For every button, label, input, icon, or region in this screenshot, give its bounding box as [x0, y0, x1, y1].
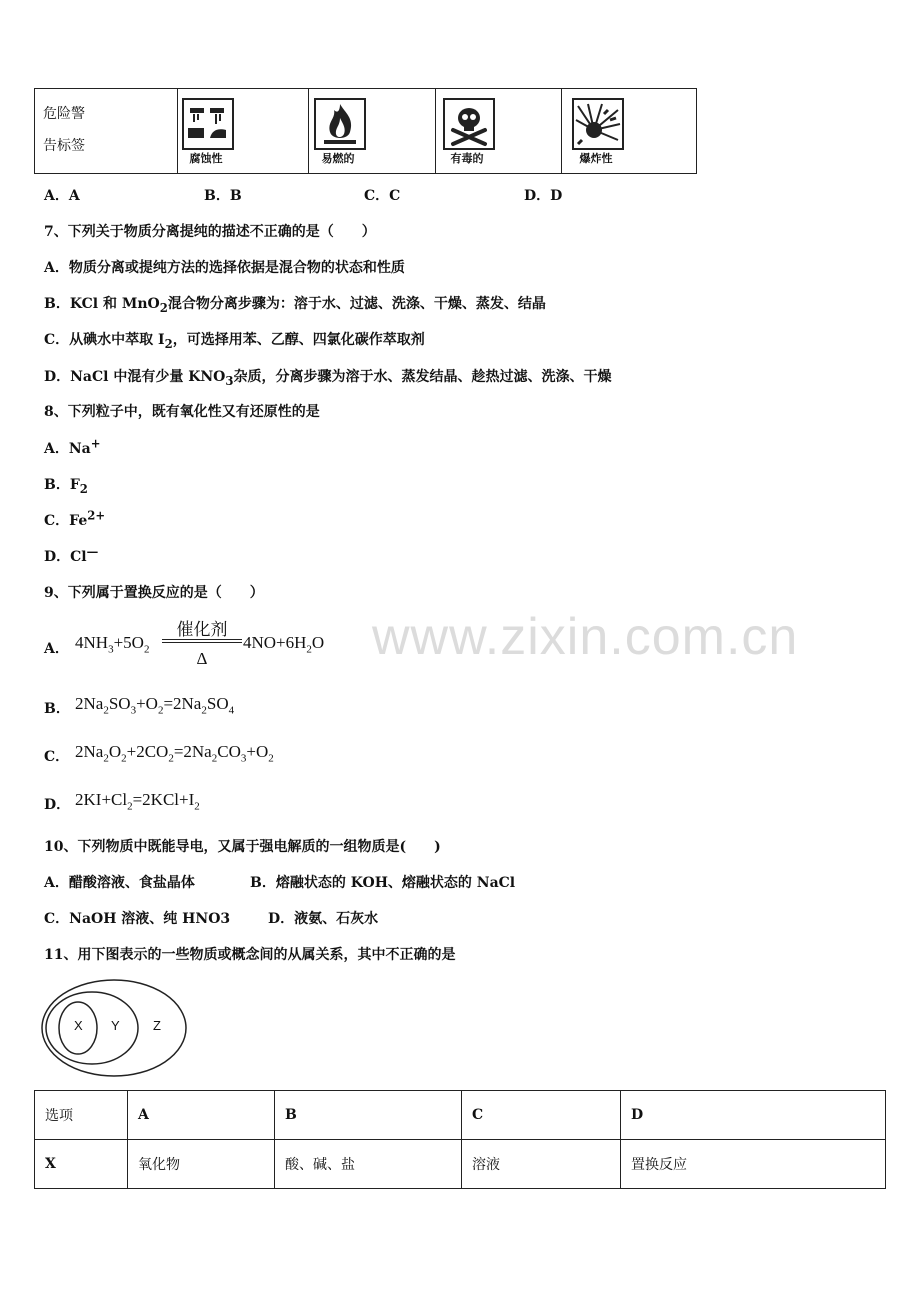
- table-cell: B: [275, 1091, 462, 1140]
- q9-option-c-label: C．: [44, 749, 70, 765]
- venn-label-y: Y: [111, 1018, 120, 1033]
- flammable-caption: 易燃的: [321, 152, 355, 165]
- watermark: www.zixin.com.cn: [372, 608, 799, 666]
- q6-option-a: A．A: [44, 188, 80, 204]
- q9-option-a-label: A．: [44, 641, 69, 657]
- table-cell: X: [35, 1140, 128, 1189]
- q11-options-table: [34, 1090, 886, 1189]
- corrosive-caption: 腐蚀性: [189, 152, 223, 165]
- venn-label-x: X: [74, 1018, 83, 1033]
- venn-y-ellipse: [46, 992, 138, 1064]
- flammable-icon: [314, 98, 366, 150]
- toxic-icon: [443, 98, 495, 150]
- q9-equation-d: $2KI+Cl_2=2KCl+I_2$: [75, 790, 200, 813]
- q9-equation-a-products: $4NO+6H_2O$: [243, 633, 325, 656]
- q8-option-c: C．$Fe^{2+}$: [44, 508, 106, 529]
- q9-catalyst: 催化剂: [176, 620, 228, 639]
- q8-stem: 8、下列粒子中，既有氧化性又有还原性的是: [44, 404, 320, 420]
- corrosive-icon: [182, 98, 234, 150]
- q9-equals-bar: [162, 639, 242, 643]
- q9-equation-b: $2Na_2SO_3+O_2=2Na_2SO_4$: [75, 694, 235, 717]
- q9-heat: Δ: [196, 649, 208, 668]
- toxic-caption: 有毒的: [450, 152, 484, 165]
- q9-stem: 9、下列属于置换反应的是（ ）: [44, 585, 264, 601]
- q11-stem: 11、用下图表示的一些物质或概念间的从属关系，其中不正确的是: [44, 947, 456, 963]
- q10-option-b: B．熔融状态的 KOH、熔融状态的 NaCl: [250, 875, 516, 891]
- q9-equation-c: $2Na_2O_2+2CO_2=2Na_2CO_3+O_2$: [75, 742, 274, 765]
- explosive-icon: [572, 98, 624, 150]
- q9-option-b-label: B．: [44, 701, 70, 717]
- q7-option-a: A．物质分离或提纯方法的选择依据是混合物的状态和性质: [44, 260, 405, 276]
- q10-option-a: A．醋酸溶液、食盐晶体: [44, 875, 195, 891]
- table-cell: D: [621, 1091, 886, 1140]
- table-row: [35, 1091, 886, 1140]
- table-row: [35, 1140, 886, 1189]
- q6-option-c: C．C: [364, 188, 401, 204]
- q10-option-c: C．NaOH 溶液、纯 HNO3: [44, 911, 231, 927]
- q6-option-d: D．D: [524, 188, 563, 204]
- q10-stem: 10、下列物质中既能导电，又属于强电解质的一组物质是( ): [44, 839, 441, 855]
- hazard-label-line1: 危险警: [43, 106, 85, 122]
- table-cell: 置换反应: [621, 1140, 886, 1189]
- q8-option-b: B．$F_2$: [44, 477, 88, 496]
- q7-option-b: B．KCl 和 MnO$_2$混合物分离步骤为：溶于水、过滤、洗涤、干燥、蒸发、结晶: [44, 296, 546, 315]
- q8-option-a: A．Na+: [44, 436, 101, 457]
- table-cell: 溶液: [462, 1140, 621, 1189]
- q8-option-d: D．Cl—: [44, 544, 99, 565]
- table-cell: 氧化物: [128, 1140, 275, 1189]
- table-cell: 酸、碱、盐: [275, 1140, 462, 1189]
- table-cell: C: [462, 1091, 621, 1140]
- table-cell: 选项: [35, 1091, 128, 1140]
- q6-option-b: B．B: [204, 188, 242, 204]
- explosive-caption: 爆炸性: [579, 152, 613, 165]
- q9-option-d-label: D．: [44, 797, 71, 813]
- venn-label-z: Z: [153, 1018, 161, 1033]
- q7-option-d: D．NaCl 中混有少量 $KNO_3$杂质，分离步骤为溶于水、蒸发结晶、趁热过滤、洗涤、干燥: [44, 369, 612, 388]
- table-cell: A: [128, 1091, 275, 1140]
- q10-option-d: D．液氨、石灰水: [268, 911, 379, 927]
- hazard-label-line2: 告标签: [43, 138, 85, 154]
- hazard-label-cell: [35, 89, 178, 174]
- q9-equation-a: $4NH_3+5O_2$: [75, 633, 150, 656]
- q7-stem: 7、下列关于物质分离提纯的描述不正确的是（ ）: [44, 224, 376, 240]
- q7-option-c: C．从碘水中萃取 $I_2$，可选择用苯、乙醇、四氯化碳作萃取剂: [44, 332, 425, 351]
